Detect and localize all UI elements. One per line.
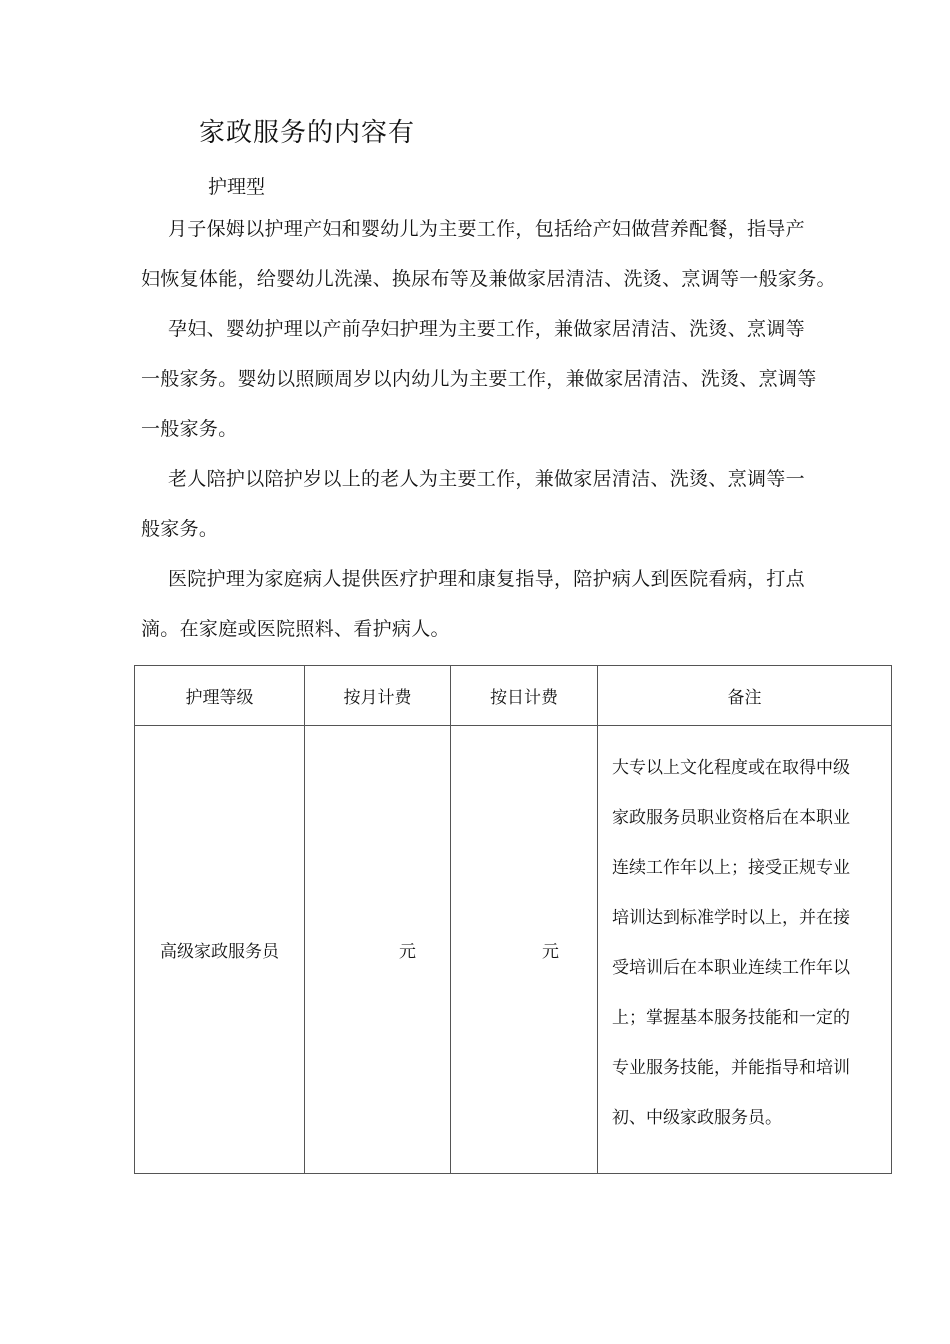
service-fee-table: [134, 665, 892, 1174]
paragraph-line: 一般家务。: [141, 418, 238, 440]
remarks-line: 专业服务技能，并能指导和培训: [612, 1058, 850, 1078]
cell-remarks: [598, 726, 892, 1174]
remarks-line: 初、中级家政服务员。: [612, 1108, 782, 1128]
cell-monthly-fee: 元: [305, 726, 451, 1174]
paragraph-line: 月子保姆以护理产妇和婴幼儿为主要工作，包括给产妇做营养配餐，指导产: [168, 218, 805, 240]
cell-care-level: 高级家政服务员: [135, 726, 305, 1174]
table-row: [135, 726, 892, 1174]
remarks-line: 受培训后在本职业连续工作年以: [612, 958, 850, 978]
remarks-line: 上；掌握基本服务技能和一定的: [612, 1008, 850, 1028]
paragraph-line: 滴。在家庭或医院照料、看护病人。: [141, 618, 450, 640]
section-subtitle: 护理型: [208, 176, 266, 198]
header-remarks: 备注: [598, 666, 892, 726]
header-daily-fee: 按日计费: [451, 666, 598, 726]
document-title: 家政服务的内容有: [199, 118, 416, 148]
table-header-row: [135, 666, 892, 726]
paragraph-line: 妇恢复体能，给婴幼儿洗澡、换尿布等及兼做家居清洁、洗烫、烹调等一般家务。: [141, 268, 836, 290]
remarks-line: 培训达到标准学时以上，并在接: [612, 908, 850, 928]
remarks-line: 连续工作年以上；接受正规专业: [612, 858, 850, 878]
paragraph-line: 般家务。: [141, 518, 219, 540]
remarks-line: 大专以上文化程度或在取得中级: [612, 758, 850, 778]
paragraph-line: 医院护理为家庭病人提供医疗护理和康复指导，陪护病人到医院看病，打点: [168, 568, 805, 590]
cell-daily-fee: 元: [451, 726, 598, 1174]
header-monthly-fee: 按月计费: [305, 666, 451, 726]
paragraph-line: 老人陪护以陪护岁以上的老人为主要工作，兼做家居清洁、洗烫、烹调等一: [168, 468, 805, 490]
header-care-level: 护理等级: [135, 666, 305, 726]
paragraph-line: 孕妇、婴幼护理以产前孕妇护理为主要工作，兼做家居清洁、洗烫、烹调等: [168, 318, 805, 340]
remarks-line: 家政服务员职业资格后在本职业: [612, 808, 850, 828]
paragraph-line: 一般家务。婴幼以照顾周岁以内幼儿为主要工作，兼做家居清洁、洗烫、烹调等: [141, 368, 817, 390]
